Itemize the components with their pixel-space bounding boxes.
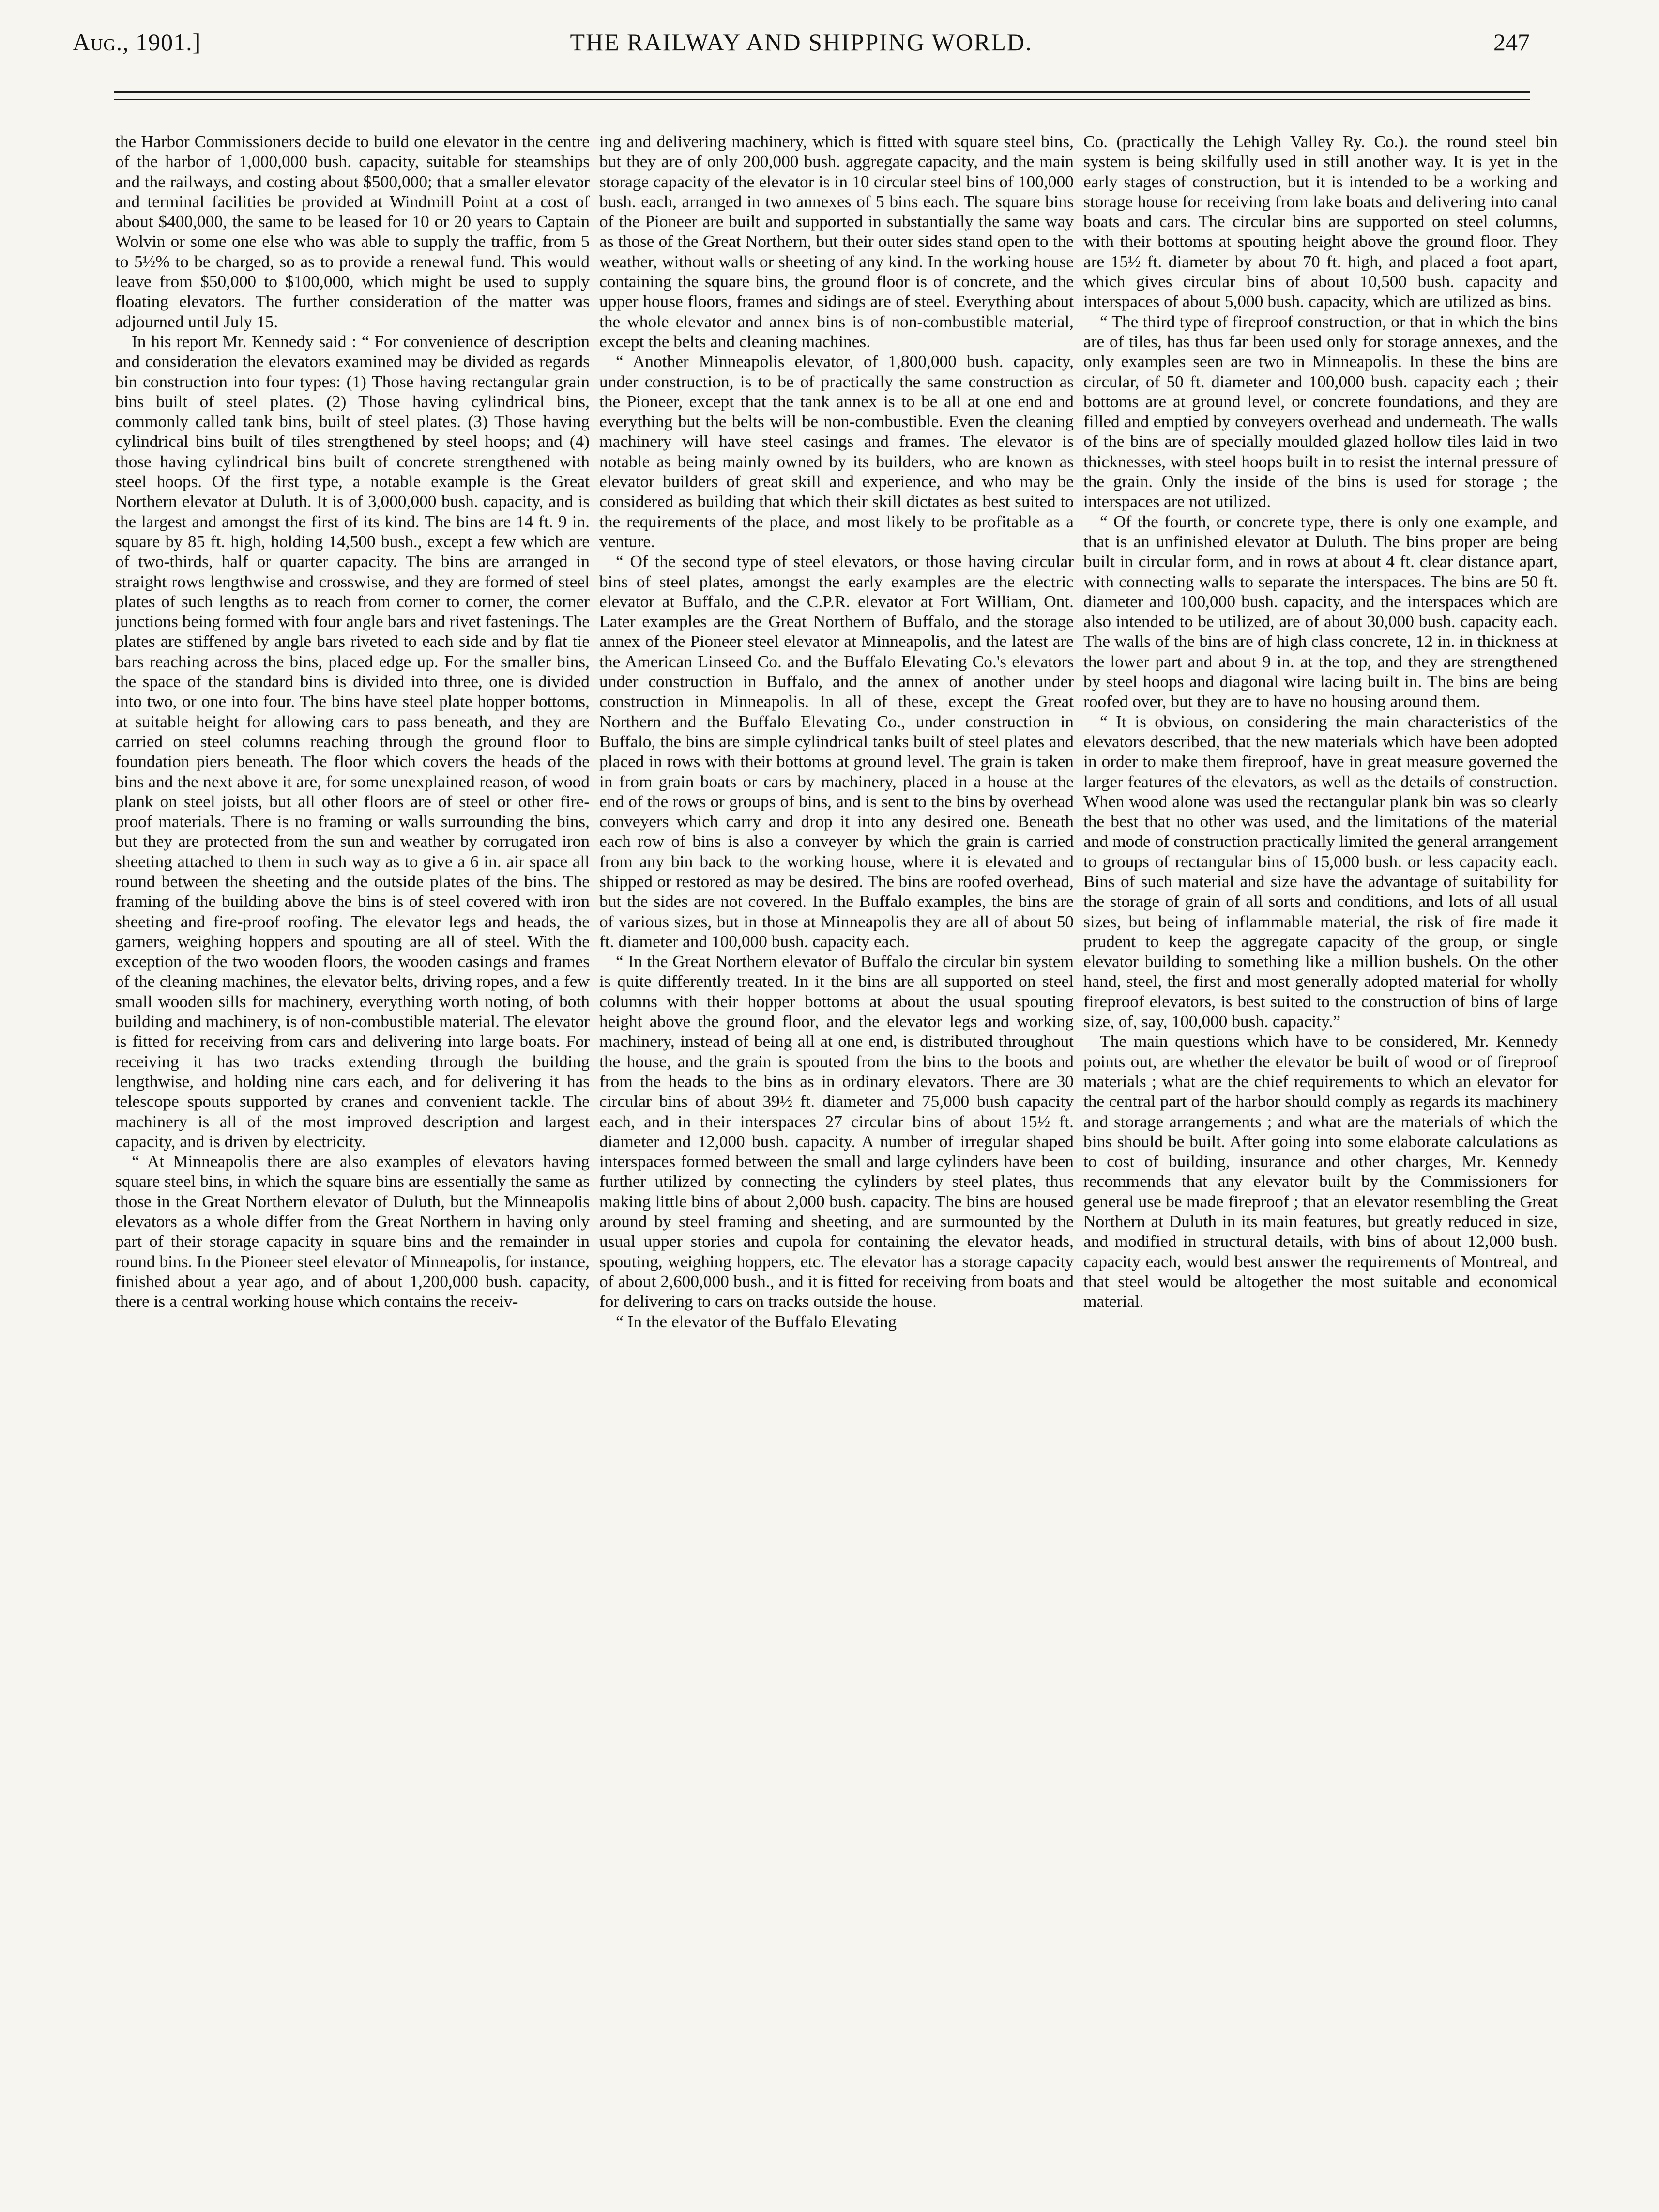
article-column-1 bbox=[115, 132, 590, 1312]
paragraph: “ Of the fourth, or concrete type, there is only one example, and that is an unfinished elevator at Duluth. The bins proper are being built in circular form, and in rows at about 4 ft. clear distance apart, with connecting walls to separate the interspaces. The bins are 50 ft. diameter and 100,000 bush. capacity, and the interspaces which are also intended to be utilized, are of about 30,000 bush. capacity each. The walls of the bins are of high class concrete, 12 in. in thickness at the lower part and about 9 in. at the top, and they are strengthened by steel hoops and diagonal wire lacing built in. The bins are being roofed over, but they are to have no housing around them. bbox=[1083, 511, 1558, 711]
article-column-2 bbox=[599, 132, 1074, 1332]
paragraph: the Harbor Commissioners decide to build one elevator in the centre of the harbor of 1,000,000 bush. capacity, suitable for steamships and the railways, and costing about $500,000; that a smaller elevator and terminal facilities be provided at Windmill Point at a cost of about $400,000, the same to be leased for 10 or 20 years to Captain Wolvin or some one else who was able to supply the traffic, from 5 to 5½% to be charged, so as to provide a renewal fund. This would leave from $50,000 to $100,000, which might be used to supply floating elevators. The further consideration of the matter was adjourned until July 15. bbox=[115, 132, 590, 331]
header-rule-thick bbox=[114, 91, 1530, 93]
paragraph: “ In the Great Northern elevator of Buffalo the circular bin system is quite differently treated. In it the bins are all supported on steel columns with their hopper bottoms at about the usual spouting height above the ground floor, and the elevator legs and working machinery, instead of being all at one end, is distributed throughout the house, and the grain is spouted from the bins to the boots and from the heads to the bins as in ordinary elevators. There are 30 circular bins of about 39½ ft. diameter and 75,000 bush capacity each, and in their interspaces 27 circular bins of about 15½ ft. diameter and 12,000 bush. capacity. A number of irregular shaped interspaces formed between the small and large cylinders have been further utilized by connecting the cylinders by steel plates, thus making little bins of about 2,000 bush. capacity. The bins are housed around by steel framing and sheeting, and are surmounted by the usual upper stories and cupola for containing the elevator heads, spouting, weighing hoppers, etc. The elevator has a storage capacity of about 2,600,000 bush., and it is fitted for receiving from boats and for delivering to cars on tracks outside the house. bbox=[599, 952, 1074, 1311]
paragraph: The main questions which have to be considered, Mr. Kennedy points out, are whether the elevator be built of wood or of fireproof materials ; what are the chief requirements to which an elevator for the central part of the harbor should comply as regards its machinery and storage arrangements ; and what are the materials of which the bins should be built. After going into some elaborate calculations as to cost of building, insurance and other charges, Mr. Kennedy recommends that any elevator built by the Commissioners for general use be made fireproof ; that an elevator resembling the Great Northern at Duluth in its main features, but greatly reduced in size, and modified in structural details, with bins of about 12,000 bush. capacity each, would best answer the requirements of Montreal, and that steel would be altogether the most suitable and economical material. bbox=[1083, 1031, 1558, 1311]
paragraph: “ Of the second type of steel elevators, or those having circular bins of steel plates, amongst the early examples are the electric elevator at Buffalo, and the C.P.R. elevator at Fort William, Ont. Later examples are the Great Northern of Buffalo, and the storage annex of the Pioneer steel elevator at Minneapolis, and the latest are the American Linseed Co. and the Buffalo Elevating Co.'s elevators under construction in Buffalo, and the annex of another under construction in Minneapolis. In all of these, except the Great Northern and the Buffalo Elevating Co., under construction in Buffalo, the bins are simple cylindrical tanks built of steel plates and placed in rows with their bottoms at ground level. The grain is taken in from grain boats or cars by machinery, placed in a house at the end of the rows or groups of bins, and is sent to the bins by overhead conveyers which carry and drop it into any desired one. Beneath each row of bins is also a conveyer by which the grain is carried from any bin back to the working house, where it is elevated and shipped or restored as may be desired. The bins are roofed overhead, but the sides are not covered. In the Buffalo examples, the bins are of various sizes, but in those at Minneapolis they are all of about 50 ft. diameter and 100,000 bush. capacity each. bbox=[599, 552, 1074, 951]
page-number: 247 bbox=[1493, 29, 1530, 56]
paragraph: In his report Mr. Kennedy said : “ For convenience of description and consideration the elevators examined may be divided as regards bin construction into four types: (1) Those having rectangular grain bins built of steel plates. (2) Those having cylindrical bins, commonly called tank bins, built of steel plates. (3) Those having cylindrical bins built of tiles strengthened by steel hoops; and (4) those having cylindrical bins built of concrete strengthened with steel hoops. Of the first type, a notable example is the Great Northern elevator at Duluth. It is of 3,000,000 bush. capacity, and is the largest and amongst the first of its kind. The bins are 14 ft. 9 in. square by 85 ft. high, holding 14,500 bush., except a few which are of two-thirds, half or quarter capacity. The bins are arranged in straight rows lengthwise and crosswise, and they are formed of steel plates of such lengths as to reach from corner to corner, the corner junctions being formed with four angle bars and rivet fastenings. The plates are stiffened by angle bars riveted to each side and by flat tie bars reaching across the bins, placed edge up. For the smaller bins, the space of the standard bins is divided into three, one is divided into two, or one into four. The bins have steel plate hopper bottoms, at suitable height for allowing cars to pass beneath, and they are carried on steel columns reaching through the ground floor to foundation piers beneath. The floor which covers the heads of the bins and the next above it are, for some unexplained reason, of wood plank on steel joists, but all other floors are of steel or other fire-proof materials. There is no framing or walls surrounding the bins, but they are protected from the sun and weather by corrugated iron sheeting attached to them in such way as to give a 6 in. air space all round between the sheeting and the outside plates of the bins. The framing of the building above the bins is of steel covered with iron sheeting and fire-proof roofing. The elevator legs and heads, the garners, weighing hoppers and spouting are all of steel. With the exception of the two wooden floors, the wooden casings and frames of the cleaning machines, the elevator belts, driving ropes, and a few small wooden sills for machinery, everything worth noting, of both building and machinery, is of non-combustible material. The elevator is fitted for receiving from cars and delivering into large boats. For receiving it has two tracks extending through the building lengthwise, and holding nine cars each, and for delivering it has telescope spouts supported by cranes and convenient tackle. The machinery is all of the most improved description and largest capacity, and is driven by electricity. bbox=[115, 331, 590, 1151]
header-rule-thin bbox=[114, 99, 1530, 100]
paragraph: “ The third type of fireproof construction, or that in which the bins are of tiles, has thus far been used only for storage annexes, and the only examples seen are two in Minneapolis. In these the bins are circular, of 50 ft. diameter and 100,000 bush. capacity each ; their bottoms are at ground level, or concrete foundations, and they are filled and emptied by conveyers overhead and underneath. The walls of the bins are of specially moulded glazed hollow tiles laid in two thicknesses, with steel hoops built in to resist the internal pressure of the grain. Only the inside of the bins is used for storage ; the interspaces are not utilized. bbox=[1083, 311, 1558, 511]
paragraph: “ It is obvious, on considering the main characteristics of the elevators described, that the new materials which have been adopted in order to make them fireproof, have in great measure governed the larger features of the elevators, as well as the details of construction. When wood alone was used the rectangular plank bin was so clearly the best that no other was used, and the limitations of the material and mode of construction practically limited the general arrangement to groups of rectangular bins of 15,000 bush. or less capacity each. Bins of such material and size have the advantage of suitability for the storage of grain of all sorts and conditions, and lots of all usual sizes, but being of inflammable material, the risk of fire made it prudent to keep the aggregate capacity of the group, or single elevator building to something like a million bushels. On the other hand, steel, the first and most generally adopted material for wholly fireproof elevators, is best suited to the construction of bins of large size, of, say, 100,000 bush. capacity.” bbox=[1083, 711, 1558, 1031]
header-date: Aug., 1901.] bbox=[73, 29, 201, 56]
running-header bbox=[73, 14, 1530, 72]
article-column-3 bbox=[1083, 132, 1558, 1312]
journal-title: THE RAILWAY AND SHIPPING WORLD. bbox=[570, 29, 1033, 56]
paragraph: “ Another Minneapolis elevator, of 1,800,000 bush. capacity, under construction, is to be of practically the same construction as the Pioneer, except that the tank annex is to be all at one end and everything but the belts will be non-combustible. Even the cleaning machinery will have steel casings and frames. The elevator is notable as being mainly owned by its builders, who are known as elevator builders of great skill and experience, and who may be considered as building that which their skill dictates as best suited to the requirements of the place, and most likely to be profitable as a venture. bbox=[599, 352, 1074, 551]
paragraph: “ At Minneapolis there are also examples of elevators having square steel bins, in which the square bins are essentially the same as those in the Great Northern elevator of Duluth, but the Minneapolis elevators as a whole differ from the Great Northern in having only part of their storage capacity in square bins and the remainder in round bins. In the Pioneer steel elevator of Minneapolis, for instance, finished about a year ago, and of about 1,200,000 bush. capacity, there is a central working house which contains the receiv- bbox=[115, 1152, 590, 1311]
paragraph: Co. (practically the Lehigh Valley Ry. Co.). the round steel bin system is being skilfully used in still another way. It is yet in the early stages of construction, but it is intended to be a working and storage house for receiving from lake boats and delivering into canal boats and cars. The circular bins are supported on steel columns, with their bottoms at spouting height above the ground floor. They are 15½ ft. diameter by about 70 ft. high, and placed a foot apart, which gives circular bins of about 10,500 bush. capacity and interspaces of about 5,000 bush. capacity, which are utilized as bins. bbox=[1083, 132, 1558, 311]
paragraph: “ In the elevator of the Buffalo Elevating bbox=[616, 1311, 897, 1331]
paragraph: ing and delivering machinery, which is fitted with square steel bins, but they are of only 200,000 bush. aggregate capacity, and the main storage capacity of the elevator is in 10 circular steel bins of 100,000 bush. each, arranged in two annexes of 5 bins each. The square bins of the Pioneer are built and supported in substantially the same way as those of the Great Northern, but their outer sides stand open to the weather, without walls or sheeting of any kind. In the working house containing the square bins, the ground floor is of concrete, and the upper house floors, frames and sidings are of steel. Everything about the whole elevator and annex bins is of non-combustible material, except the belts and cleaning machines. bbox=[599, 132, 1074, 351]
